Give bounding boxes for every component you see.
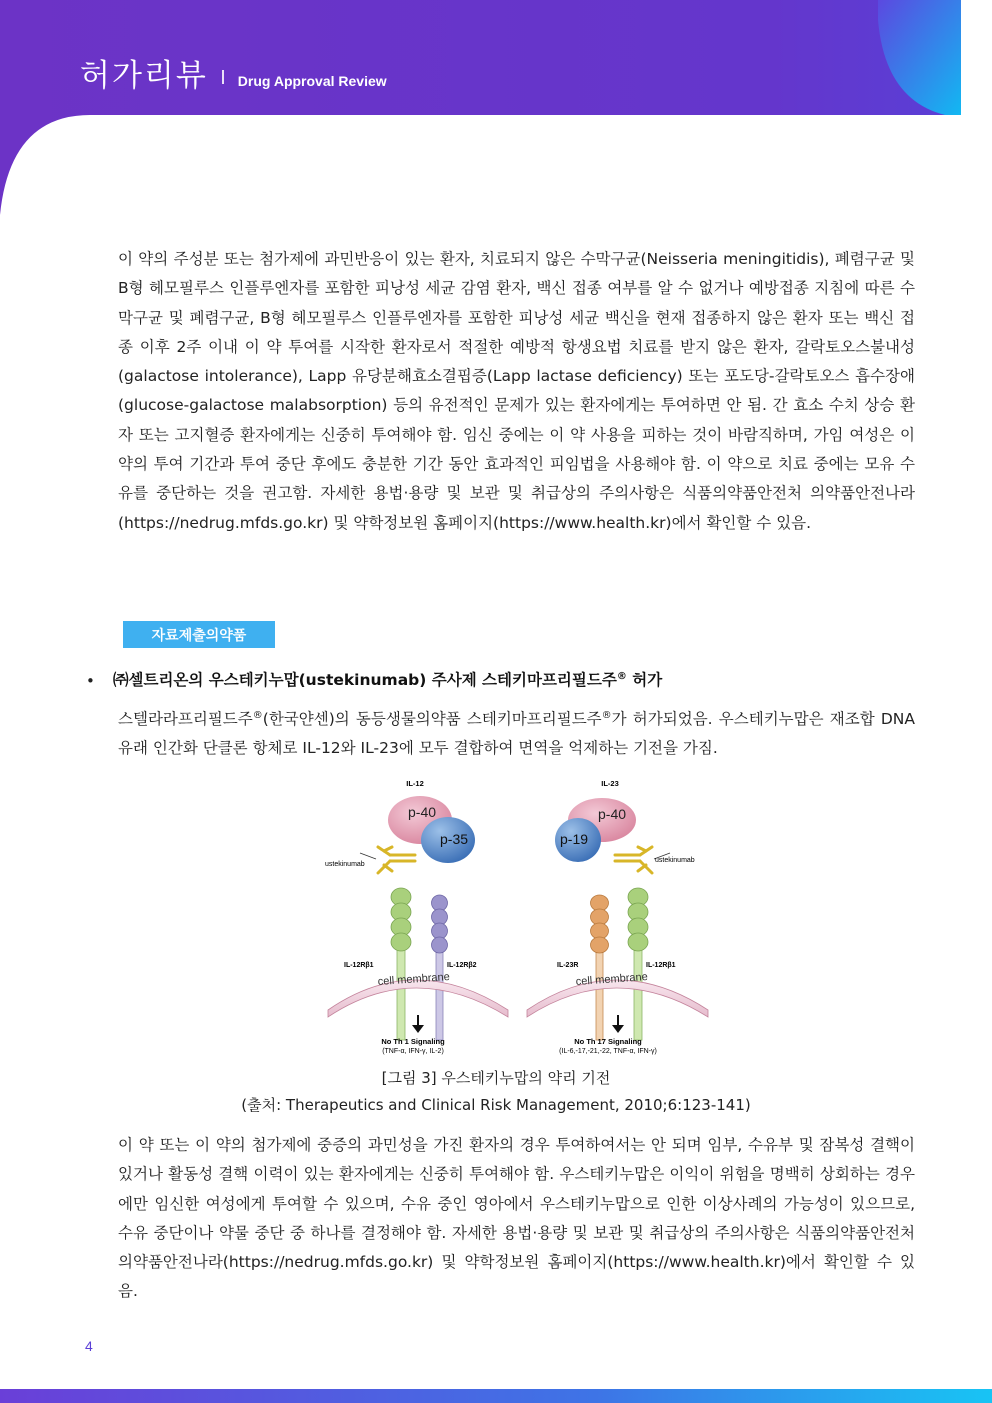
- il23-title: IL-23: [601, 779, 619, 788]
- header-title-english: Drug Approval Review: [237, 73, 387, 89]
- mechanism-figure: [320, 775, 720, 1060]
- header-title: [80, 50, 387, 95]
- arrow-down-icon-right: [612, 1015, 624, 1033]
- header-banner: [0, 0, 961, 215]
- page-number: 4: [85, 1338, 93, 1354]
- arrow-down-icon: [412, 1015, 424, 1033]
- il12rb1-receptor: [391, 888, 411, 1040]
- il12-panel: [325, 779, 508, 1055]
- bullet-icon: •: [86, 672, 95, 690]
- il23-result: No Th 17 Signaling: [574, 1037, 642, 1046]
- figure-source: (출처: Therapeutics and Clinical Risk Management, 2010;6:123-141): [241, 1096, 751, 1114]
- il23-receptor-a-label: IL-23R: [557, 962, 579, 969]
- il12-receptor-b-label: IL-12Rβ2: [447, 962, 477, 969]
- paragraph-description: [118, 705, 915, 764]
- il23-p40-label: p-40: [598, 806, 627, 822]
- il23-drug-label: ustekinumab: [655, 857, 695, 864]
- desc-sup2: ®: [601, 709, 612, 721]
- desc-part2: (한국얀센)의 동등생물의약품 스테키마프리필드주: [262, 710, 602, 728]
- bullet-title: [113, 668, 662, 690]
- il12-result-detail: (TNF-α, IFN-γ, IL-2): [382, 1048, 444, 1055]
- il12-cell-membrane: [328, 980, 508, 1017]
- il23-cell-membrane: [527, 980, 708, 1017]
- il23-panel: [527, 779, 708, 1055]
- il12rb2-receptor: [432, 895, 448, 1040]
- il23-p19-label: p-19: [560, 831, 589, 847]
- il12-receptor-a-label: IL-12Rβ1: [344, 962, 374, 969]
- il23-membrane-label: cell membrane: [575, 970, 649, 988]
- il23r-receptor: [591, 895, 609, 1040]
- bullet-title-main: ㈜셀트리온의 우스테키누맙(ustekinumab) 주사제 스테키마프리필드주: [113, 671, 617, 689]
- il12-membrane-label: cell membrane: [377, 970, 451, 988]
- il12-title: IL-12: [406, 779, 424, 788]
- desc-part3: 가 허가되었음. 우스테키누맙은 재조합 DNA 유래 인간화 단클론 항체로 IL-12와 IL-23에 모두 결합하여 면역을 억제하는 기전을 가짐.: [118, 710, 915, 758]
- il12-drug-label: ustekinumab: [325, 861, 365, 868]
- registered-mark: ®: [616, 670, 627, 682]
- figure-caption: [그림 3] 우스테키누맙의 약리 기전: [381, 1069, 611, 1087]
- antibody-icon-right: [615, 847, 652, 873]
- il12-p35-label: p-35: [440, 831, 469, 847]
- antibody-icon: [378, 847, 415, 873]
- il12rb1-receptor-right: [628, 888, 648, 1040]
- paragraph-contraindications: 이 약의 주성분 또는 첨가제에 과민반응이 있는 환자, 치료되지 않은 수막구균(Neisseria meningitidis), 폐렴구균 및 B형 헤모필루스 인플루엔자를 포함한 피낭성 세균 감염 환자, 백신 접종 여부를 알 수 없거나 예방접종 지침에 따른 수막구균 및 폐렴구균, B형 헤모필루스 인플루엔자를 포함한 피낭성 세균 백신을 현재 접종하지 않은 환자 또는 백신 접종 이후 2주 이내 이 약 투여를 시작한 환자로서 적절한 예방적 항생요법 치료를 받지 않은 환자, 갈락토오스불내성(galactose intolerance), Lapp 유당분해효소결핍증(Lapp lactase deficiency) 또는 포도당-갈락토오스 흡수장애(glucose-galactose malabsorption) 등의 유전적인 문제가 있는 환자에게는 투여하면 안 됨. 간 효소 수치 상승 환자 또는 고지혈증 환자에게는 신중히 투여해야 함. 임신 중에는 이 약 사용을 피하는 것이 바람직하며, 가임 여성은 이 약의 투여 기간과 투여 중단 후에도 충분한 기간 동안 효과적인 피임법을 사용해야 함. 이 약으로 치료 중에는 모유 수유를 중단하는 것을 권고함. 자세한 용법·용량 및 보관 및 취급상의 주의사항은 식품의약품안전처 의약품안전나라(https://nedrug.mfds.go.kr) 및 약학정보원 홈페이지(https://www.health.kr)에서 확인할 수 있음.: [118, 250, 915, 532]
- paragraph-precautions: 이 약 또는 이 약의 첨가제에 중증의 과민성을 가진 환자의 경우 투여하여서는 안 되며 임부, 수유부 및 잠복성 결핵이 있거나 활동성 결핵 이력이 있는 환자에게는 신중히 투여해야 함. 우스테키누맙은 이익이 위험을 명백히 상회하는 경우에만 임신한 여성에게 투여할 수 있으며, 수유 중인 영아에서 우스테키누맙으로 인한 이상사례의 가능성이 있으므로, 수유 중단이나 약물 중단 중 하나를 결정해야 함. 자세한 용법·용량 및 보관 및 취급상의 주의사항은 식품의약품안전처 의약품안전나라(https://nedrug.mfds.go.kr) 및 약학정보원 홈페이지(https://www.health.kr)에서 확인할 수 있음.: [118, 1136, 915, 1301]
- footer-bar: [0, 1389, 992, 1403]
- desc-sup1: ®: [252, 709, 263, 721]
- il12-p40-label: p-40: [408, 804, 437, 820]
- header-title-korean: 허가리뷰: [80, 58, 208, 94]
- drug-pointer: [360, 853, 376, 859]
- il23-result-detail: (IL-6,-17,-21,-22, TNF-α, IFN-γ): [559, 1048, 657, 1055]
- il12-result: No Th 1 Signaling: [381, 1037, 445, 1046]
- desc-part1: 스텔라라프리필드주: [118, 710, 253, 728]
- bullet-title-end: 허가: [626, 671, 663, 689]
- header-divider: [222, 70, 224, 84]
- il23-receptor-b-label: IL-12Rβ1: [646, 962, 676, 969]
- section-tag: 자료제출의약품: [123, 621, 275, 648]
